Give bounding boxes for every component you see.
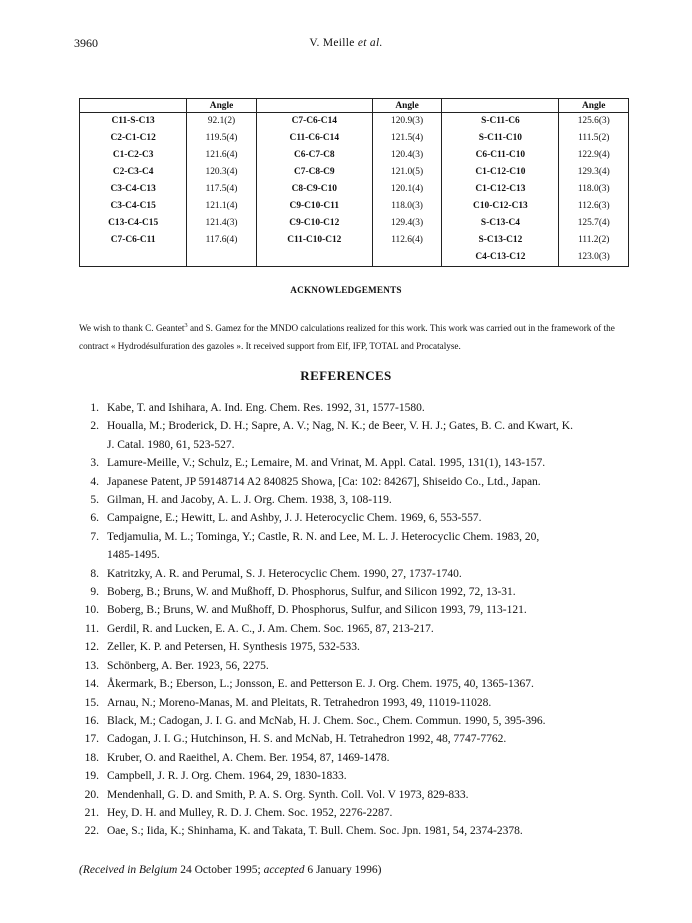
angle-label-cell xyxy=(256,248,372,267)
reference-number: 13. xyxy=(84,659,99,672)
angle-label-cell: C3-C4-C13 xyxy=(110,184,156,194)
reference-item xyxy=(79,620,639,638)
reference-text: Campbell, J. R. J. Org. Chem. 1964, 29, 1830-1833. xyxy=(107,770,347,783)
reference-number: 9. xyxy=(90,586,99,599)
reference-item xyxy=(79,454,639,472)
table-header-cell xyxy=(256,99,372,113)
angle-label-cell: C10-C12-C13 xyxy=(442,197,559,214)
reference-item xyxy=(79,804,639,822)
angle-label-cell: C13-C4-C15 xyxy=(108,217,159,228)
reference-text: Tedjamulia, M. L.; Tominga, Y.; Castle, R. N. and Lee, M. L. J. Heterocyclic Chem. 1983, 20, xyxy=(107,530,540,543)
angle-value-cell: 119.5(4) xyxy=(187,130,256,147)
reference-text: Katritzky, A. R. and Perumal, S. J. Heterocyclic Chem. 1990, 27, 1737-1740. xyxy=(107,567,462,580)
reference-number: 4. xyxy=(90,475,99,488)
reference-item xyxy=(79,399,639,417)
reference-item xyxy=(79,583,639,601)
reference-text: Boberg, B.; Bruns, W. and Mußhoff, D. Phosphorus, Sulfur, and Silicon 1992, 72, 13-31. xyxy=(107,586,516,599)
reference-number: 14. xyxy=(84,678,99,691)
reference-text: Campaigne, E.; Hewitt, L. and Ashby, J. J. Heterocyclic Chem. 1969, 6, 553-557. xyxy=(107,512,482,525)
angle-label-cell: C11-C10-C12 xyxy=(256,231,372,248)
reference-text: Åkermark, B.; Eberson, L.; Jonsson, E. and Petterson E. J. Org. Chem. 1975, 40, 1365-1367. xyxy=(107,678,534,691)
reference-text: Hey, D. H. and Mulley, R. D. J. Chem. Soc. 1952, 2276-2287. xyxy=(107,806,393,819)
angle-value-cell xyxy=(372,248,441,267)
reference-item xyxy=(79,749,639,767)
table-row xyxy=(80,113,629,130)
angle-value-cell: 111.2(2) xyxy=(559,231,629,248)
reference-item xyxy=(79,601,639,619)
accepted-date: 6 January 1996) xyxy=(304,864,382,876)
reference-number: 5. xyxy=(90,494,99,507)
angle-value-cell: 121.1(4) xyxy=(187,197,256,214)
reference-text: Schönberg, A. Ber. 1923, 56, 2275. xyxy=(107,659,269,672)
reference-number: 18. xyxy=(84,751,99,764)
angle-label-cell: C7-C6-C14 xyxy=(256,113,372,130)
angle-value-cell: 125.7(4) xyxy=(559,214,629,231)
table-row xyxy=(80,231,629,248)
table-header-cell: Angle xyxy=(372,99,441,113)
reference-text: 1485-1495. xyxy=(107,549,160,562)
received-label: (Received in Belgium xyxy=(79,864,178,876)
received-note xyxy=(79,864,381,876)
reference-item xyxy=(79,657,639,675)
reference-item xyxy=(79,730,639,748)
angle-value-cell: 121.0(5) xyxy=(372,164,441,181)
reference-text: Oae, S.; Iida, K.; Shinhama, K. and Takata, T. Bull. Chem. Soc. Jpn. 1981, 54, 2374-2378. xyxy=(107,825,523,838)
table-header-cell: Angle xyxy=(559,99,629,113)
angle-label-cell: S-C11-C6 xyxy=(442,113,559,130)
angle-value-cell: 120.3(4) xyxy=(187,164,256,181)
bond-angle-table xyxy=(79,98,629,267)
angle-label-cell: S-C13-C4 xyxy=(442,214,559,231)
accepted-label: accepted xyxy=(263,864,305,876)
reference-text: Lamure-Meille, V.; Schulz, E.; Lemaire, M. and Vrinat, M. Appl. Catal. 1995, 131(1), 143-157. xyxy=(107,457,546,470)
angle-value-cell: 111.5(2) xyxy=(559,130,629,147)
reference-number: 21. xyxy=(84,806,99,819)
reference-item xyxy=(79,528,639,565)
angle-label-cell: S-C13-C12 xyxy=(442,231,559,248)
angle-label-cell: C2-C1-C12 xyxy=(110,133,156,144)
angle-value-cell: 129.3(4) xyxy=(559,164,629,181)
reference-number: 8. xyxy=(90,567,99,580)
angle-value-cell: 118.0(3) xyxy=(372,197,441,214)
angle-value-cell: 118.0(3) xyxy=(559,181,629,198)
reference-number: 17. xyxy=(84,733,99,746)
angle-label-cell: C9-C10-C11 xyxy=(256,197,372,214)
reference-text: Arnau, N.; Moreno-Manas, M. and Pleitats, R. Tetrahedron 1993, 49, 11019-11028. xyxy=(107,696,492,709)
reference-text: Zeller, K. P. and Petersen, H. Synthesis 1975, 532-533. xyxy=(107,641,360,654)
table-row xyxy=(80,181,629,198)
reference-item xyxy=(79,786,639,804)
angle-label-cell: C11-C6-C14 xyxy=(256,130,372,147)
table-row xyxy=(80,214,629,231)
ack-text-after: and S. Gamez for the MNDO calculations realized for this work. This work was carried out in the framework of the contract « Hydrodésulfuration des gazoles ». It received support from Elf, IFP, TOTAL and Procatalyse. xyxy=(79,323,615,352)
reference-text: Japanese Patent, JP 59148714 A2 840825 Showa, [Ca: 102: 84267], Shiseido Co., Ltd., Japan. xyxy=(107,475,541,488)
angle-label-cell: C6-C11-C10 xyxy=(442,147,559,164)
reference-text: Kabe, T. and Ishihara, A. Ind. Eng. Chem. Res. 1992, 31, 1577-1580. xyxy=(107,402,425,414)
angle-value-cell: 112.6(3) xyxy=(559,197,629,214)
angle-value-cell: 117.5(4) xyxy=(187,181,256,198)
angle-label-cell: S-C11-C10 xyxy=(442,130,559,147)
table-header-cell xyxy=(80,99,187,113)
reference-list xyxy=(79,399,639,841)
reference-text: Boberg, B.; Bruns, W. and Mußhoff, D. Phosphorus, Sulfur, and Silicon 1993, 79, 113-121. xyxy=(107,604,527,617)
reference-number: 22. xyxy=(84,825,99,838)
reference-item xyxy=(79,565,639,583)
running-head-author: V. Meille xyxy=(309,37,355,49)
reference-number: 11. xyxy=(85,622,99,635)
reference-text: Gerdil, R. and Lucken, E. A. C., J. Am. Chem. Soc. 1965, 87, 213-217. xyxy=(107,622,434,635)
received-date: 24 October 1995; xyxy=(177,864,264,876)
ack-superscript: 3 xyxy=(184,322,188,329)
angle-label-cell: C1-C12-C13 xyxy=(442,181,559,198)
angle-label-cell xyxy=(80,248,187,267)
running-head-etal: et al. xyxy=(357,37,383,49)
acknowledgements-text xyxy=(79,317,639,355)
angle-label-cell: C11-S-C13 xyxy=(111,116,155,127)
table-row xyxy=(80,197,629,214)
angle-label-cell: C6-C7-C8 xyxy=(256,147,372,164)
reference-number: 19. xyxy=(84,770,99,783)
reference-number: 15. xyxy=(84,696,99,709)
angle-value-cell xyxy=(187,248,256,267)
reference-text: Mendenhall, G. D. and Smith, P. A. S. Org. Synth. Coll. Vol. V 1973, 829-833. xyxy=(107,788,469,801)
reference-text: Houalla, M.; Broderick, D. H.; Sapre, A. V.; Nag, N. K.; de Beer, V. H. J.; Gates, B. C. and Kwart, K. xyxy=(107,420,573,433)
reference-number: 12. xyxy=(84,641,99,654)
angle-label-cell: C7-C8-C9 xyxy=(256,164,372,181)
reference-number: 6. xyxy=(90,512,99,525)
angle-label-cell: C2-C3-C4 xyxy=(112,167,154,178)
angle-value-cell: 122.9(4) xyxy=(559,147,629,164)
reference-number: 3. xyxy=(90,457,99,470)
angle-value-cell: 120.4(3) xyxy=(372,147,441,164)
angle-value-cell: 120.1(4) xyxy=(372,181,441,198)
angle-label-cell: C9-C10-C12 xyxy=(256,214,372,231)
angle-value-cell: 123.0(3) xyxy=(559,248,629,267)
reference-text: J. Catal. 1980, 61, 523-527. xyxy=(107,438,235,451)
angle-value-cell: 121.4(3) xyxy=(187,214,256,231)
reference-text: Gilman, H. and Jacoby, A. L. J. Org. Chem. 1938, 3, 108-119. xyxy=(107,494,392,507)
angle-value-cell: 112.6(4) xyxy=(372,231,441,248)
angle-label-cell: C4-C13-C12 xyxy=(442,248,559,267)
angle-value-cell: 120.9(3) xyxy=(372,113,441,130)
reference-item xyxy=(79,638,639,656)
angle-value-cell: 92.1(2) xyxy=(187,113,256,130)
reference-item xyxy=(79,509,639,527)
table-row xyxy=(80,164,629,181)
reference-number: 7. xyxy=(90,530,99,543)
reference-text: Black, M.; Cadogan, J. I. G. and McNab, H. J. Chem. Soc., Chem. Commun. 1990, 5, 395-396. xyxy=(107,714,546,727)
angle-label-cell: C7-C6-C11 xyxy=(110,234,156,245)
reference-item xyxy=(79,675,639,693)
reference-item xyxy=(79,694,639,712)
reference-number: 16. xyxy=(84,714,99,727)
reference-item xyxy=(79,473,639,491)
angle-label-cell: C3-C4-C15 xyxy=(110,200,156,211)
acknowledgements-heading: ACKNOWLEDGEMENTS xyxy=(290,285,402,295)
table-header-cell xyxy=(442,99,559,113)
running-head xyxy=(0,37,692,49)
angle-value-cell: 125.6(3) xyxy=(559,113,629,130)
angle-label-cell: C1-C12-C10 xyxy=(442,164,559,181)
reference-text: Kruber, O. and Raeithel, A. Chem. Ber. 1954, 87, 1469-1478. xyxy=(107,751,390,764)
ack-text-before: We wish to thank C. Geantet xyxy=(79,323,185,334)
reference-number: 20. xyxy=(84,788,99,801)
reference-number: 1. xyxy=(90,402,99,414)
reference-item xyxy=(79,767,639,785)
reference-text: Cadogan, J. I. G.; Hutchinson, H. S. and McNab, H. Tetrahedron 1992, 48, 7747-7762. xyxy=(107,733,507,746)
angle-value-cell: 121.5(4) xyxy=(372,130,441,147)
table-row xyxy=(80,130,629,147)
angle-label-cell: C8-C9-C10 xyxy=(256,181,372,198)
page-number: 3960 xyxy=(74,36,98,50)
references-heading: REFERENCES xyxy=(300,368,392,383)
reference-item xyxy=(79,712,639,730)
angle-label-cell: C1-C2-C3 xyxy=(112,150,154,161)
reference-item xyxy=(79,417,639,454)
reference-number: 2. xyxy=(90,420,99,433)
table-row xyxy=(80,248,629,267)
reference-item xyxy=(79,822,639,840)
table-header-cell: Angle xyxy=(187,99,256,113)
angle-value-cell: 117.6(4) xyxy=(187,231,256,248)
angle-value-cell: 121.6(4) xyxy=(187,147,256,164)
angle-value-cell: 129.4(3) xyxy=(372,214,441,231)
table-header-row xyxy=(80,99,629,113)
reference-number: 10. xyxy=(84,604,99,617)
table-row xyxy=(80,147,629,164)
reference-item xyxy=(79,491,639,509)
